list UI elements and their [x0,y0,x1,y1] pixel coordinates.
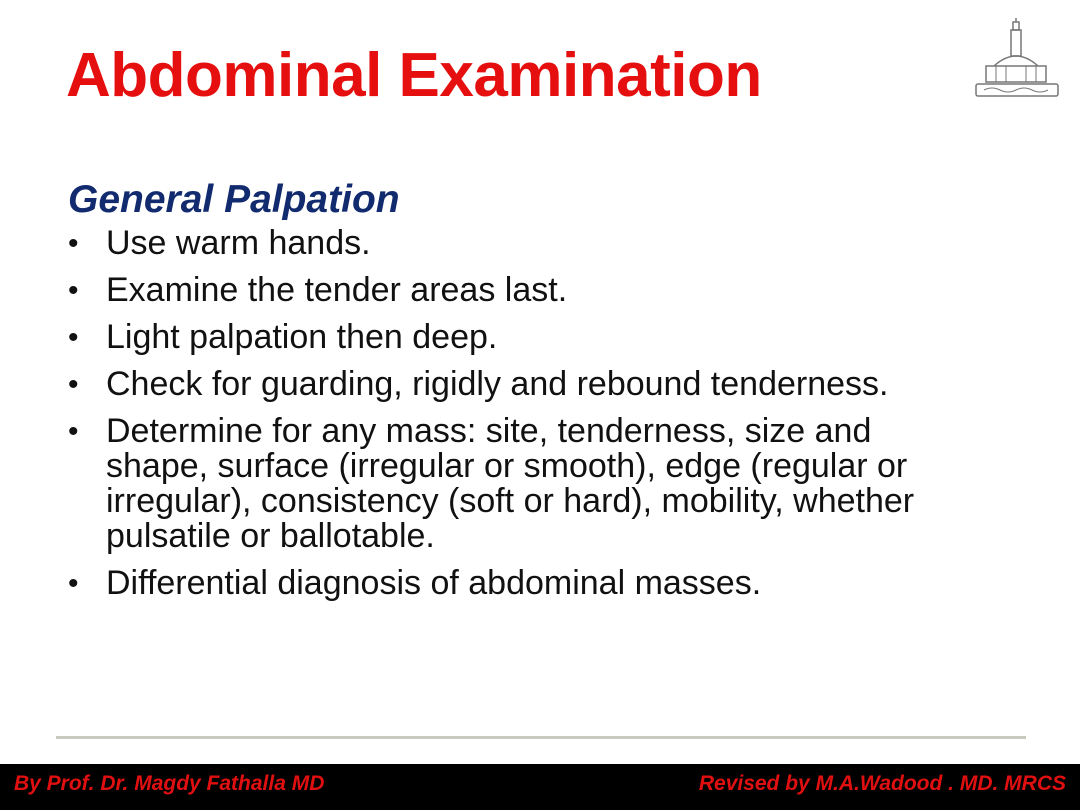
slide-title: Abdominal Examination [66,41,762,110]
reviser-credit: Revised by M.A.Wadood . MD. MRCS [698,772,1066,795]
bullet-text: Examine the tender areas last. [106,271,568,309]
list-item [58,566,958,601]
bullet-text: Light palpation then deep. [106,318,498,356]
bullet-icon: • [68,321,79,354]
bullet-icon: • [68,368,79,401]
bullet-text: Differential diagnosis of abdominal masses. [106,564,762,602]
footer-bar [0,764,1080,810]
list-item [58,367,958,402]
bullet-text: Check for guarding, rigidly and rebound tenderness. [106,365,889,403]
author-credit: By Prof. Dr. Magdy Fathalla MD [14,772,325,795]
university-logo-icon [972,18,1062,100]
bullet-text: Use warm hands. [106,224,371,262]
list-item [58,320,958,355]
section-heading: General Palpation [68,178,400,221]
list-item [58,414,958,554]
bullet-icon: • [68,567,79,600]
bullet-list [58,226,958,613]
bullet-text: Determine for any mass: site, tenderness, size and shape, surface (irregular or smooth), edge (regular or irregular), consistency (soft or hard), mobility, whether pulsatile or ballotable. [106,412,915,555]
bullet-icon: • [68,274,79,307]
bullet-icon: • [68,227,79,260]
bullet-icon: • [68,415,79,448]
list-item [58,273,958,308]
list-item [58,226,958,261]
footer-divider [56,736,1026,739]
